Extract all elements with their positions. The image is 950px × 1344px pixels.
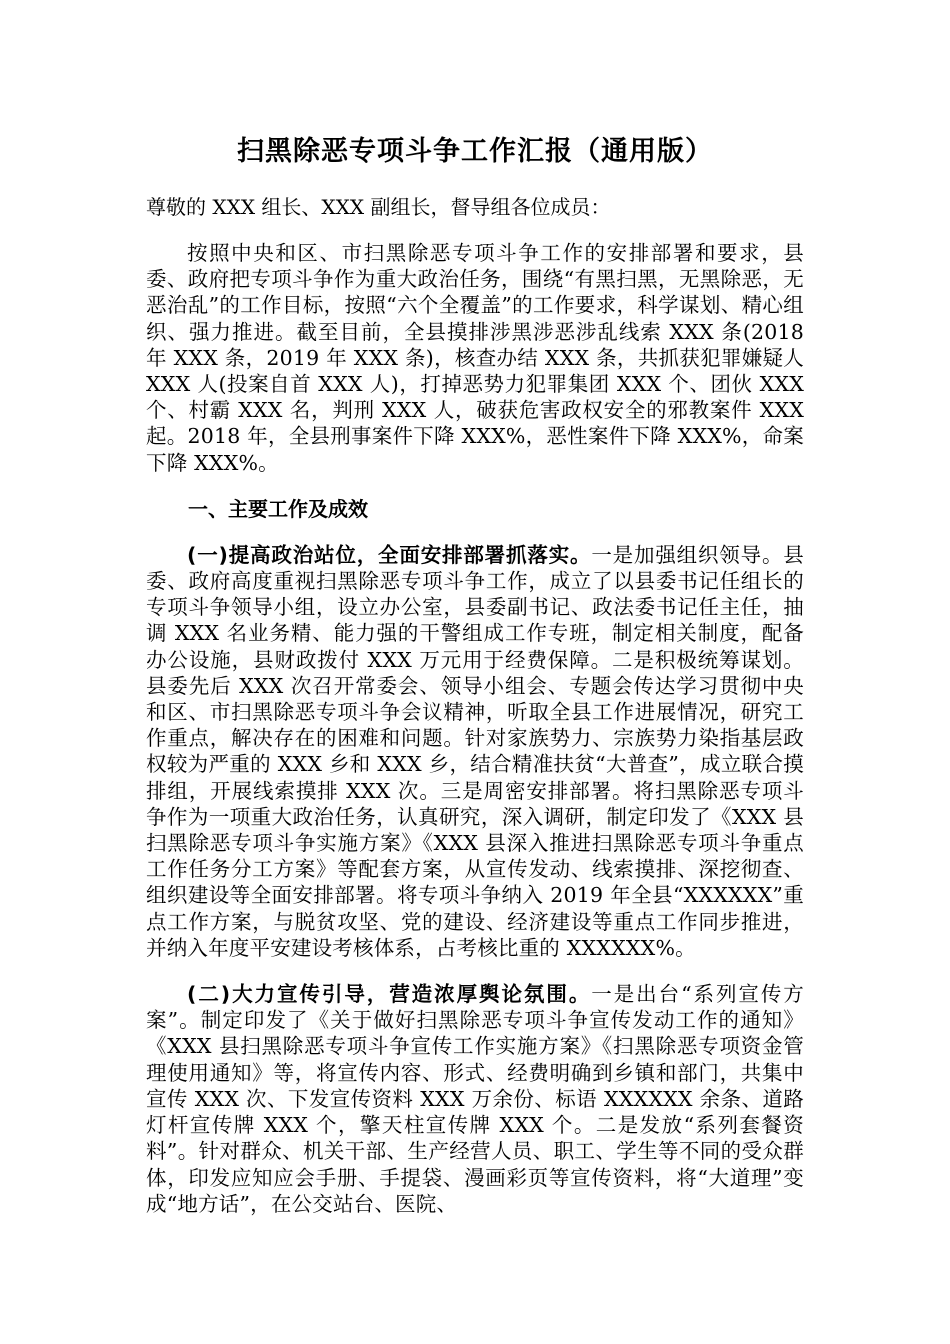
intro-paragraph: 按照中央和区、市扫黑除恶专项斗争工作的安排部署和要求，县委、政府把专项斗争作为重大政治任务，围绕“有黑扫黑，无黑除恶，无恶治乱”的工作目标，按照“六个全覆盖”的工作要求，科学谋划、精心组织、强力推进。截至目前，全县摸排涉黑涉恶涉乱线索 XXX 条(2018 年 XXX 条，2019 年 XXX 条)，核查办结 XXX 条，共抓获犯罪嫌疑人 XXX 人(投案自首 XXX 人)，打掉恶势力犯罪集团 XXX 个、团伙 XXX 个、村霸 XXX 名，判刑 XXX 人，破获危害政权安全的邪教案件 XXX 起。2018 年，全县刑事案件下降 XXX%，恶性案件下降 XXX%，命案下降 XXX%。 [146, 241, 804, 475]
paragraph-1 [146, 542, 804, 961]
paragraph-1-text: 一是加强组织领导。县委、政府高度重视扫黑除恶专项斗争工作，成立了以县委书记任组长的专项斗争领导小组，设立办公室，县委副书记、政法委书记任主任，抽调 XXX 名业务精、能力强的干警组成工作专班，制定相关制度，配备办公设施，县财政拨付 XXX 万元用于经费保障。二是积极统筹谋划。县委先后 XXX 次召开常委会、领导小组会、专题会传达学习贯彻中央和区、市扫黑除恶专项斗争会议精神，听取全县工作进展情况，研究工作重点，解决存在的困难和问题。针对家族势力、宗族势力染指基层政权较为严重的 XXX 乡和 XXX 乡，结合精准扶贫“大普查”，成立联合摸排组，开展线索摸排 XXX 次。三是周密安排部署。将扫黑除恶专项斗争作为一项重大政治任务，认真研究，深入调研，制定印发了《XXX 县扫黑除恶专项斗争实施方案》《XXX 县深入推进扫黑除恶专项斗争重点工作任务分工方案》等配套方案，从宣传发动、线索摸排、深挖彻查、组织建设等全面安排部署。将专项斗争纳入 2019 年全县“XXXXXX”重点工作方案，与脱贫攻坚、党的建设、经济建设等重点工作同步推进，并纳入年度平安建设考核体系，占考核比重的 XXXXXX%。 [146, 542, 804, 960]
paragraph-2 [146, 981, 804, 1217]
paragraph-1-lead: (一)提高政治站位，全面安排部署抓落实。 [187, 542, 592, 567]
document-title: 扫黑除恶专项斗争工作汇报（通用版） [237, 136, 713, 167]
salutation: 尊敬的 XXX 组长、XXX 副组长，督导组各位成员： [146, 195, 611, 219]
document-page [146, 134, 804, 1237]
section-heading: 一、主要工作及成效 [188, 496, 368, 521]
paragraph-2-lead: (二)大力宣传引导，营造浓厚舆论氛围。 [187, 982, 592, 1007]
paragraph-2-text: 一是出台“系列宣传方案”。制定印发了《关于做好扫黑除恶专项斗争宣传发动工作的通知》《XXX 县扫黑除恶专项斗争宣传工作实施方案》《扫黑除恶专项资金管理使用通知》等，将宣传内容、形式、经费明确到乡镇和部门，共集中宣传 XXX 次、下发宣传资料 XXX 万余份、标语 XXXXXX 余条、道路灯杆宣传牌 XXX 个，擎天柱宣传牌 XXX 个。二是发放“系列套餐资料”。针对群众、机关干部、生产经营人员、职工、学生等不同的受众群体，印发应知应会手册、手提袋、漫画彩页等宣传资料，将“大道理”变成“地方话”，在公交站台、医院、 [146, 982, 805, 1216]
